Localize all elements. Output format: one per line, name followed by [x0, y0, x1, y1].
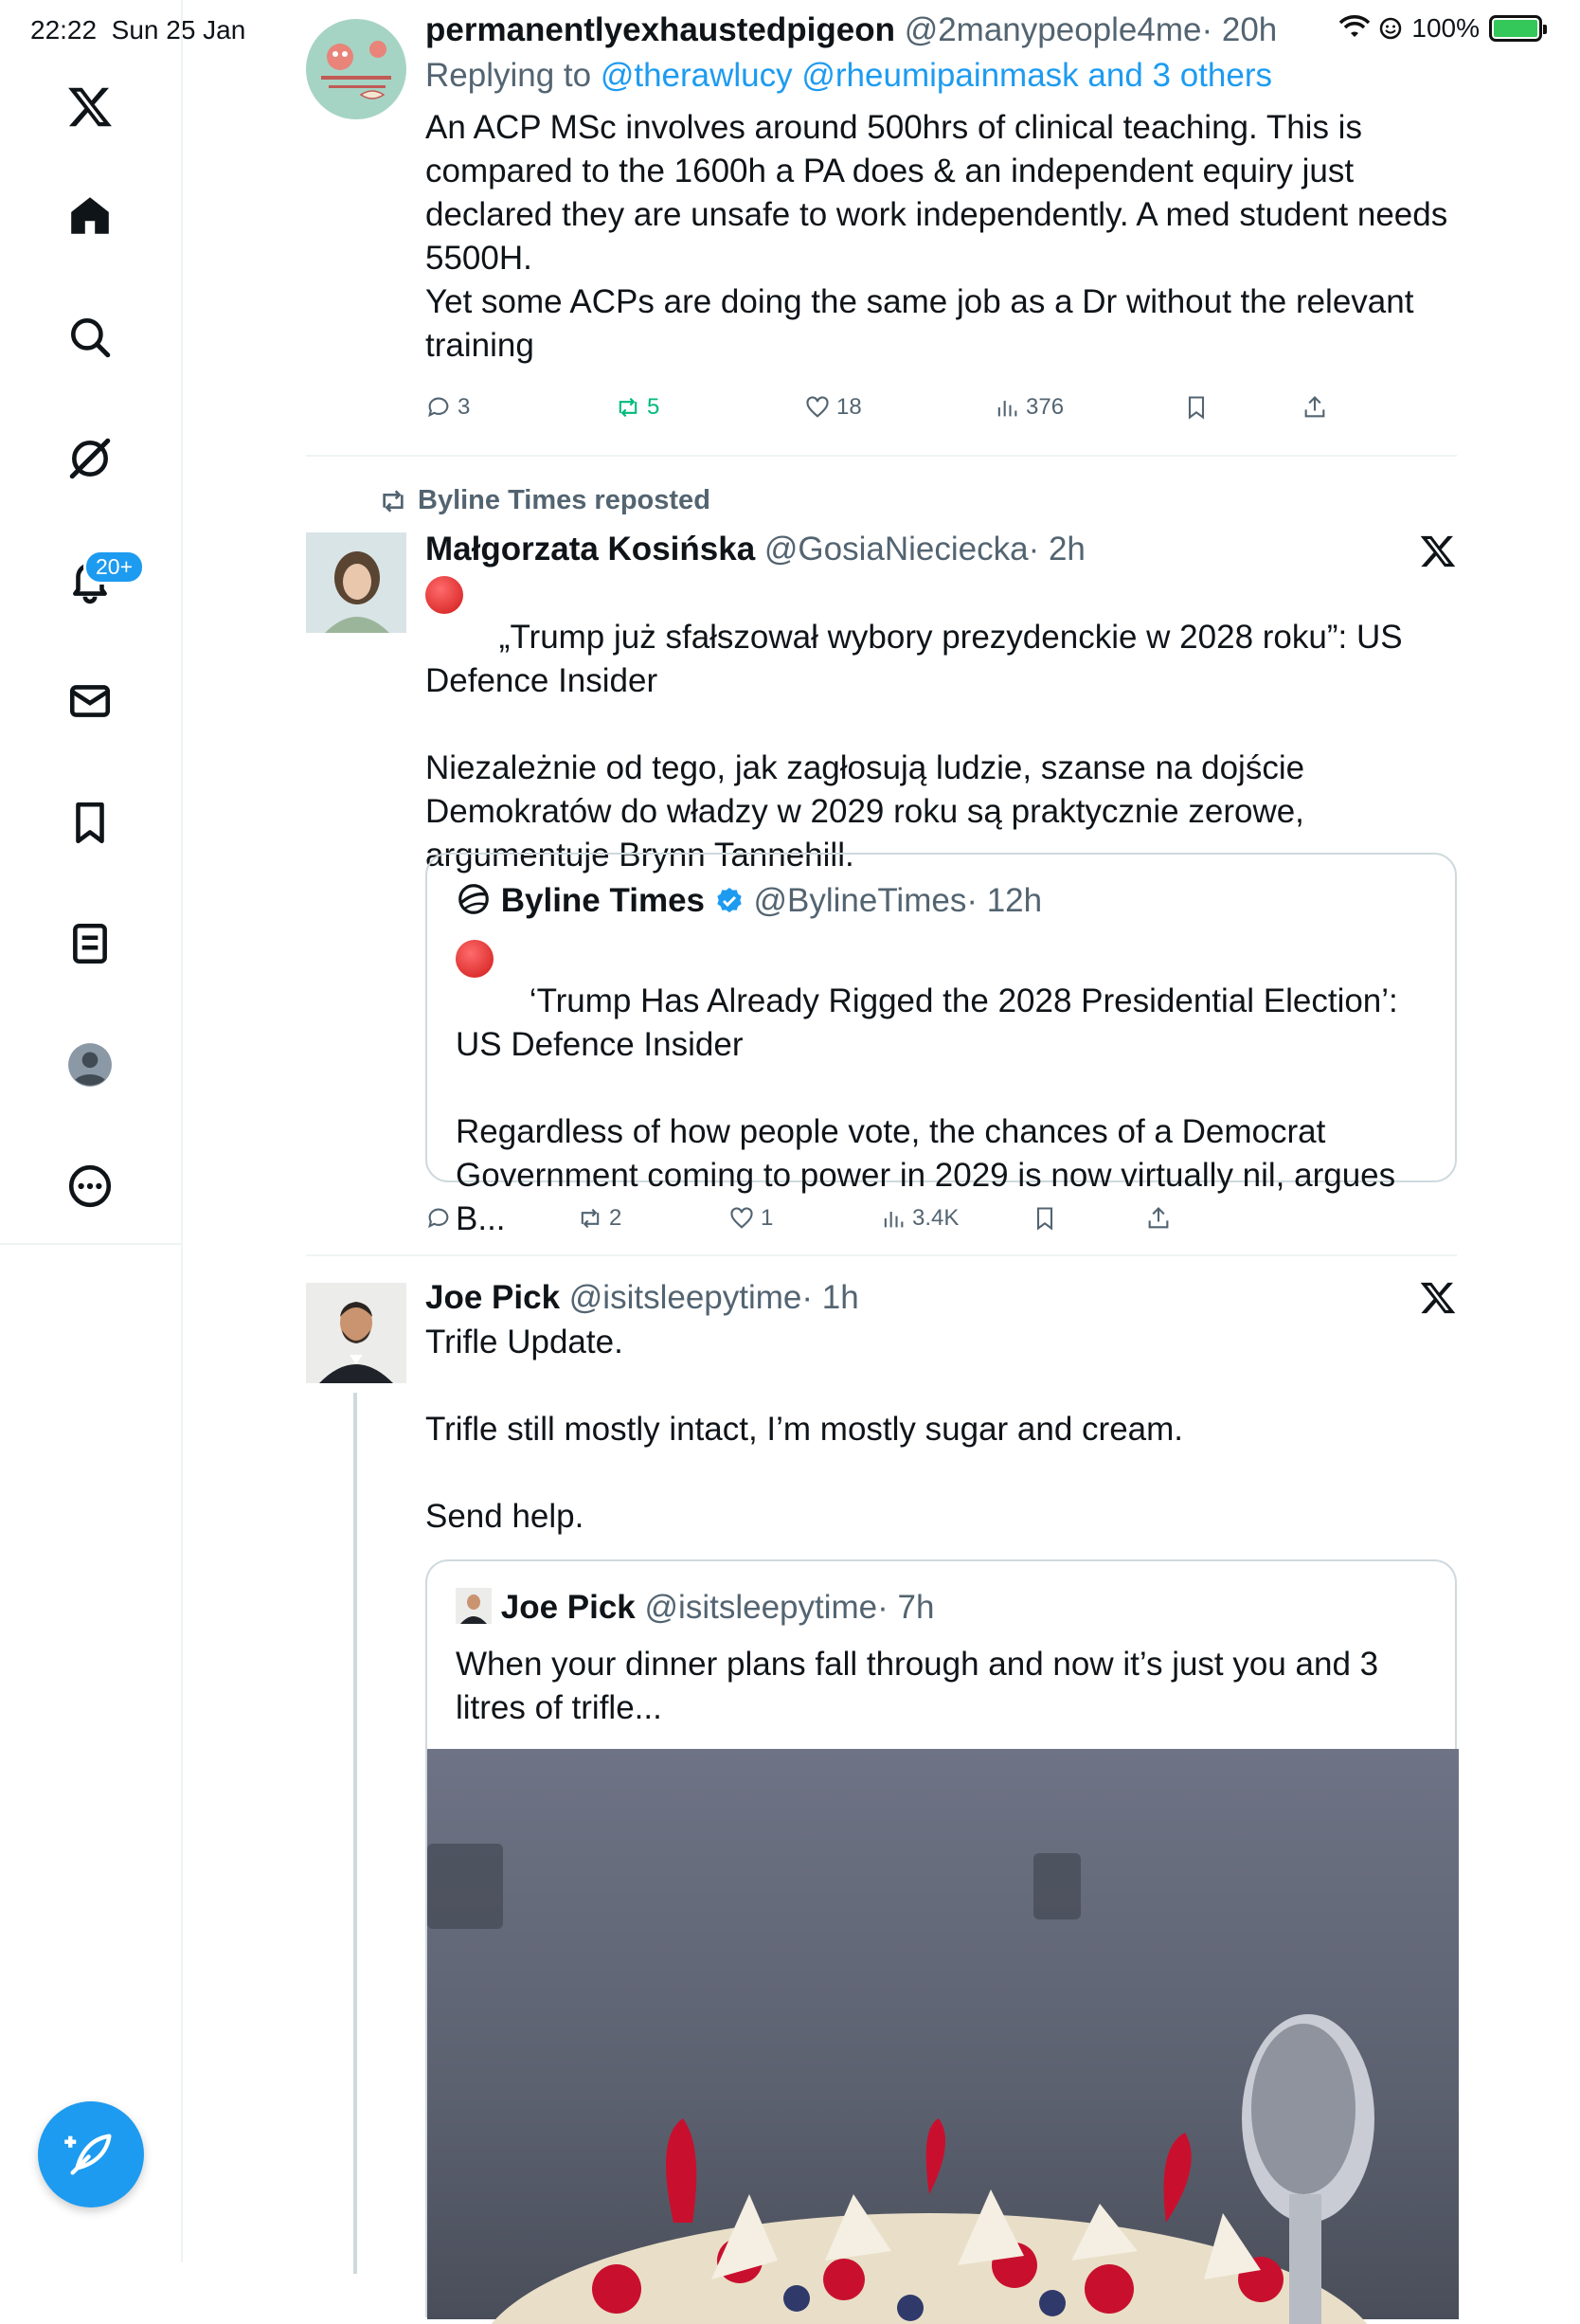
x-logo-icon	[1419, 532, 1457, 570]
avatar[interactable]	[306, 532, 406, 633]
share-button[interactable]	[1145, 1205, 1172, 1232]
home-icon[interactable]	[63, 189, 117, 243]
repost-count: 5	[647, 394, 660, 420]
quoted-author-handle[interactable]: @isitsleepytime	[644, 1589, 878, 1626]
tweet-time[interactable]: · 2h	[1028, 531, 1086, 567]
red-circle-emoji	[425, 576, 463, 614]
quoted-author-handle[interactable]: @BylineTimes	[753, 882, 967, 919]
repost-icon	[577, 1205, 603, 1232]
author-handle[interactable]: @GosiaNieciecka	[763, 531, 1029, 567]
quoted-tweet-header	[456, 881, 1042, 920]
byline-logo-icon	[456, 881, 492, 917]
compose-button[interactable]	[38, 2101, 144, 2207]
tweet[interactable]	[306, 0, 1457, 457]
author-handle[interactable]: @2manypeople4me	[904, 11, 1202, 48]
repost-button[interactable]	[615, 394, 659, 421]
views-count: 376	[1026, 394, 1065, 420]
profile-icon[interactable]	[63, 1037, 117, 1092]
quoted-tweet[interactable]	[425, 1559, 1457, 2317]
author-name[interactable]: Joe Pick	[425, 1279, 561, 1316]
bookmark-icon	[1032, 1205, 1058, 1232]
tweet-header	[425, 1279, 1457, 1317]
more-icon[interactable]	[63, 1159, 117, 1214]
avatar[interactable]	[306, 1283, 406, 1383]
tweet[interactable]	[306, 459, 1457, 1256]
repost-label: Byline Times reposted	[418, 485, 710, 515]
repost-icon	[378, 486, 408, 516]
share-icon	[1145, 1205, 1172, 1232]
author-name[interactable]: permanentlyexhaustedpigeon	[425, 11, 895, 48]
trifle-photo[interactable]	[427, 1749, 1459, 2319]
tweet-text: Trifle Update. Trifle still mostly intact, I’m mostly sugar and cream. Send help.	[425, 1324, 1184, 1535]
sidebar	[0, 0, 183, 2262]
repost-icon	[615, 394, 641, 421]
reply-icon	[425, 1205, 452, 1232]
grok-icon[interactable]	[63, 431, 117, 486]
repost-context[interactable]	[378, 485, 710, 516]
tweet-text: An ACP MSc involves around 500hrs of clinical teaching. This is compared to the 1600h a PA does & an independent equiry just declared they are unsafe to work independently. A med student needs 5500H. Yet some ACPs are doing the same job as a Dr without the relevant training	[425, 109, 1448, 364]
x-logo-icon[interactable]	[63, 80, 117, 135]
sidebar-divider	[0, 1243, 183, 1245]
quoted-tweet-header	[456, 1588, 934, 1627]
repost-button[interactable]	[577, 1205, 621, 1232]
views-icon	[994, 394, 1020, 421]
bookmarks-icon[interactable]	[63, 795, 117, 850]
compose-feather-icon	[63, 2127, 118, 2182]
reply-icon	[425, 394, 452, 421]
share-button[interactable]	[1302, 394, 1328, 421]
like-button[interactable]	[728, 1205, 773, 1232]
share-icon	[1302, 394, 1328, 421]
views-button[interactable]	[994, 394, 1064, 421]
views-icon	[880, 1205, 907, 1232]
quoted-tweet-time[interactable]: · 7h	[877, 1589, 935, 1626]
tweet-time[interactable]: · 20h	[1201, 11, 1278, 48]
quoted-author-name[interactable]: Byline Times	[500, 882, 706, 919]
thread-line	[353, 1393, 357, 2274]
avatar[interactable]	[306, 19, 406, 119]
replying-to-users[interactable]: @therawlucy @rheumipainmask and 3 others	[600, 57, 1272, 94]
bookmark-icon	[1183, 394, 1210, 421]
replying-to	[425, 57, 1457, 95]
quoted-author-name[interactable]: Joe Pick	[500, 1589, 636, 1626]
verified-badge-icon	[714, 886, 745, 916]
tweet[interactable]	[306, 1256, 1457, 2262]
replying-to-label: Replying to	[425, 57, 601, 94]
reply-button[interactable]	[425, 394, 470, 421]
reply-button[interactable]	[425, 1205, 458, 1232]
reply-count: 3	[458, 394, 471, 420]
views-count: 3.4K	[912, 1205, 960, 1231]
bookmark-button[interactable]	[1183, 394, 1210, 421]
repost-count: 2	[609, 1205, 622, 1231]
tweet-actions	[425, 1205, 1457, 1243]
quoted-avatar	[456, 1588, 492, 1624]
tweet-header	[425, 531, 1457, 568]
notifications-badge: 20+	[83, 549, 145, 585]
heart-icon	[728, 1205, 755, 1232]
status-time-date: 22:22 Sun 25 Jan	[30, 15, 246, 45]
lists-icon[interactable]	[63, 916, 117, 971]
like-count: 1	[761, 1205, 774, 1231]
author-name[interactable]: Małgorzata Kosińska	[425, 531, 756, 567]
red-circle-emoji	[456, 940, 494, 978]
tweet-actions	[425, 394, 1457, 432]
messages-icon[interactable]	[63, 674, 117, 729]
views-button[interactable]	[880, 1205, 959, 1232]
bookmark-button[interactable]	[1032, 1205, 1058, 1232]
tweet-text-content: „Trump już sfałszował wybory prezydenckie w 2028 roku”: US Defence Insider Niezależnie od tego, jak zagłosują ludzie, szanse na dojście Demokratów do władzy w 2029 roku są praktycznie zerowe, argumentuje Brynn Tannehill.	[425, 619, 1403, 874]
quoted-tweet-text-content: ‘Trump Has Already Rigged the 2028 Presidential Election’: US Defence Insider Regardless of how people vote, the chances of a Democrat Government coming to power in 2029 is now virtually nil, argues B...	[456, 982, 1398, 1237]
heart-icon	[804, 394, 831, 421]
search-icon[interactable]	[63, 310, 117, 365]
battery-icon	[1489, 15, 1542, 42]
quoted-tweet-text: When your dinner plans fall through and now it’s just you and 3 litres of trifle...	[456, 1646, 1388, 1726]
tweet-header	[425, 11, 1457, 49]
tweet-divider	[306, 455, 1457, 457]
author-handle[interactable]: @isitsleepytime	[568, 1279, 802, 1316]
quoted-tweet-time[interactable]: · 12h	[966, 882, 1043, 919]
like-button[interactable]	[804, 394, 862, 421]
like-count: 18	[836, 394, 862, 420]
battery-percent: 100%	[1411, 13, 1480, 43]
x-logo-icon	[1419, 1279, 1457, 1317]
tweet-time[interactable]: · 1h	[801, 1279, 859, 1316]
